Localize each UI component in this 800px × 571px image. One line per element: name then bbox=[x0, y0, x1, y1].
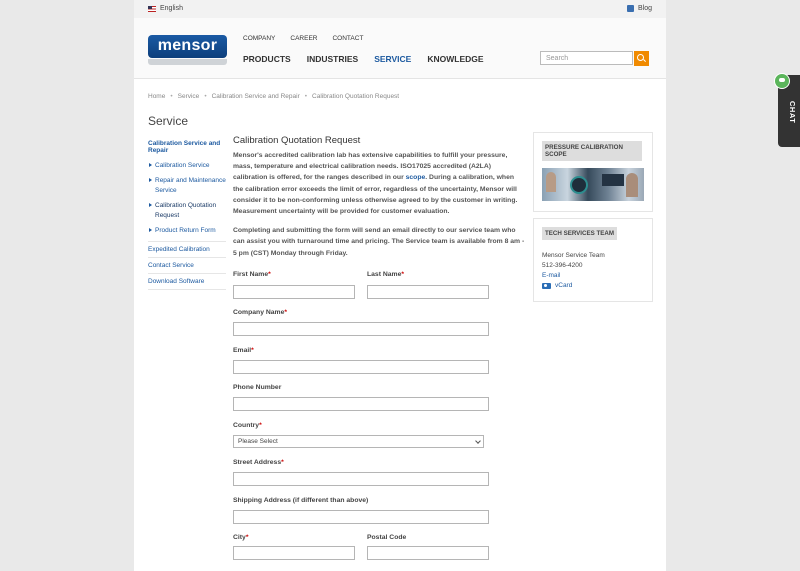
lab-person-shape bbox=[626, 173, 638, 197]
sidebar-item-repair-maintenance[interactable]: Repair and Maintenance Service bbox=[148, 173, 226, 198]
required-mark: * bbox=[284, 309, 288, 316]
search-icon[interactable] bbox=[634, 51, 649, 66]
street-address-label bbox=[233, 459, 284, 466]
secondary-nav bbox=[243, 35, 363, 42]
chat-label: CHAT bbox=[788, 101, 797, 124]
breadcrumb-service[interactable]: Service bbox=[177, 93, 200, 100]
nav-industries[interactable]: INDUSTRIES bbox=[306, 54, 359, 64]
country-selected-value: Please Select bbox=[238, 438, 278, 445]
lab-person-shape bbox=[546, 172, 556, 192]
left-sidebar-nav bbox=[148, 136, 226, 290]
tech-services-contact bbox=[542, 251, 605, 291]
main-nav bbox=[243, 54, 484, 64]
company-name-text: Company Name bbox=[233, 309, 285, 316]
search-input[interactable]: Search bbox=[540, 51, 633, 65]
email-label bbox=[233, 347, 254, 354]
city-label bbox=[233, 534, 249, 541]
breadcrumb-separator: • bbox=[170, 93, 173, 100]
sidebar-item-calibration-service[interactable]: Calibration Service bbox=[148, 158, 226, 173]
blog-label: Blog bbox=[637, 5, 652, 12]
blog-icon bbox=[627, 5, 634, 12]
nav-service[interactable]: SERVICE bbox=[374, 54, 412, 64]
language-label: English bbox=[160, 5, 183, 12]
last-name-text: Last Name bbox=[367, 271, 402, 278]
country-label bbox=[233, 422, 262, 429]
main-content bbox=[233, 135, 525, 267]
required-mark: * bbox=[259, 422, 262, 429]
last-name-field[interactable] bbox=[367, 285, 489, 299]
team-email-link[interactable]: E-mail bbox=[542, 272, 561, 279]
breadcrumb-calibration[interactable]: Calibration Service and Repair bbox=[211, 93, 300, 100]
company-name-label bbox=[233, 309, 287, 316]
site-header bbox=[134, 18, 666, 79]
street-address-text: Street Address bbox=[233, 459, 282, 466]
country-select[interactable] bbox=[233, 435, 484, 448]
postal-code-label: Postal Code bbox=[367, 534, 407, 541]
top-utility-bar bbox=[134, 0, 666, 18]
page-title: Service bbox=[148, 114, 189, 128]
email-text: Email bbox=[233, 347, 252, 354]
sidebar-item-product-return[interactable]: Product Return Form bbox=[148, 223, 226, 241]
tech-services-title: TECH SERVICES TEAM bbox=[542, 227, 617, 240]
intro-text-a: Mensor's accredited calibration lab has extensive capabilities to fulfill your pressure, mass, temperature and electrical calibration needs. ISO17025 accredited (A2LA) calibration is offered, for the ranges described in our bbox=[233, 152, 508, 182]
intro-paragraph bbox=[233, 150, 525, 217]
breadcrumb-separator: • bbox=[204, 93, 207, 100]
sidebar-item-calibration-service-and-repair[interactable]: Calibration Service and Repair bbox=[148, 140, 221, 154]
required-mark: * bbox=[251, 347, 254, 354]
shipping-address-field[interactable] bbox=[233, 510, 489, 524]
company-name-field[interactable] bbox=[233, 322, 489, 336]
page bbox=[134, 0, 666, 571]
chat-button[interactable] bbox=[778, 75, 800, 147]
country-text: Country bbox=[233, 422, 260, 429]
required-mark: * bbox=[281, 459, 284, 466]
vcard-icon bbox=[542, 283, 551, 289]
content-title: Calibration Quotation Request bbox=[233, 135, 361, 146]
us-flag-icon bbox=[148, 6, 156, 12]
last-name-label bbox=[367, 271, 404, 278]
first-name-field[interactable] bbox=[233, 285, 355, 299]
team-phone: 512-396-4200 bbox=[542, 262, 583, 269]
required-mark: * bbox=[268, 271, 271, 278]
postal-code-field[interactable] bbox=[367, 546, 489, 560]
nav-contact[interactable]: CONTACT bbox=[332, 35, 364, 42]
required-mark: * bbox=[245, 534, 249, 541]
phone-field[interactable] bbox=[233, 397, 489, 411]
chat-bubble-icon bbox=[774, 73, 790, 89]
vcard-label: vCard bbox=[555, 282, 573, 289]
street-address-field[interactable] bbox=[233, 472, 489, 486]
nav-career[interactable]: CAREER bbox=[290, 35, 318, 42]
sidebar-item-contact-service[interactable]: Contact Service bbox=[148, 258, 226, 274]
blog-link[interactable] bbox=[627, 5, 652, 12]
monitor-shape bbox=[602, 174, 624, 186]
vcard-link[interactable] bbox=[542, 281, 605, 291]
scope-box bbox=[533, 132, 653, 212]
scope-link[interactable]: scope bbox=[405, 174, 426, 182]
sidebar-item-quotation-request[interactable]: Calibration Quotation Request bbox=[148, 198, 226, 223]
sidebar-item-expedited-calibration[interactable]: Expedited Calibration bbox=[148, 242, 226, 258]
breadcrumb-separator: • bbox=[304, 93, 308, 100]
nav-knowledge[interactable]: KNOWLEDGE bbox=[427, 54, 484, 64]
breadcrumb-current: Calibration Quotation Request bbox=[312, 93, 400, 100]
form-info-paragraph: Completing and submitting the form will send an email directly to our service team who can assist you with turnaround time and pricing. The Service team is available from 8 am - 5 pm (CST) Monday through Friday. bbox=[233, 227, 525, 257]
gauge-shape bbox=[570, 176, 588, 194]
tech-services-box bbox=[533, 218, 653, 302]
city-field[interactable] bbox=[233, 546, 355, 560]
first-name-label bbox=[233, 271, 271, 278]
language-selector[interactable] bbox=[148, 5, 183, 12]
logo-underline bbox=[148, 59, 227, 65]
shipping-address-label: Shipping Address (if different than above) bbox=[233, 497, 369, 504]
breadcrumb bbox=[148, 93, 399, 100]
breadcrumb-home[interactable]: Home bbox=[148, 93, 166, 100]
city-text: City bbox=[233, 534, 246, 541]
mensor-logo[interactable]: mensor bbox=[148, 35, 227, 58]
calibration-lab-image[interactable] bbox=[542, 168, 644, 201]
chevron-down-icon bbox=[475, 438, 481, 444]
email-field[interactable] bbox=[233, 360, 489, 374]
team-name: Mensor Service Team bbox=[542, 252, 605, 259]
intro-text-b: . During a calibration, when the calibration error exceeds the limit of error, regardless of the uncertainty, Mensor will consider it to be non-conforming unless otherwise agreed to by the customer in writing. Measurement uncertainty will be provided for customer evaluation. bbox=[233, 174, 518, 216]
nav-products[interactable]: PRODUCTS bbox=[243, 54, 291, 64]
first-name-text: First Name bbox=[233, 271, 269, 278]
required-mark: * bbox=[401, 271, 405, 278]
sidebar-item-download-software[interactable]: Download Software bbox=[148, 274, 226, 290]
nav-company[interactable]: COMPANY bbox=[243, 35, 276, 42]
phone-label: Phone Number bbox=[233, 384, 282, 391]
scope-box-title[interactable]: PRESSURE CALIBRATION SCOPE bbox=[542, 141, 642, 161]
